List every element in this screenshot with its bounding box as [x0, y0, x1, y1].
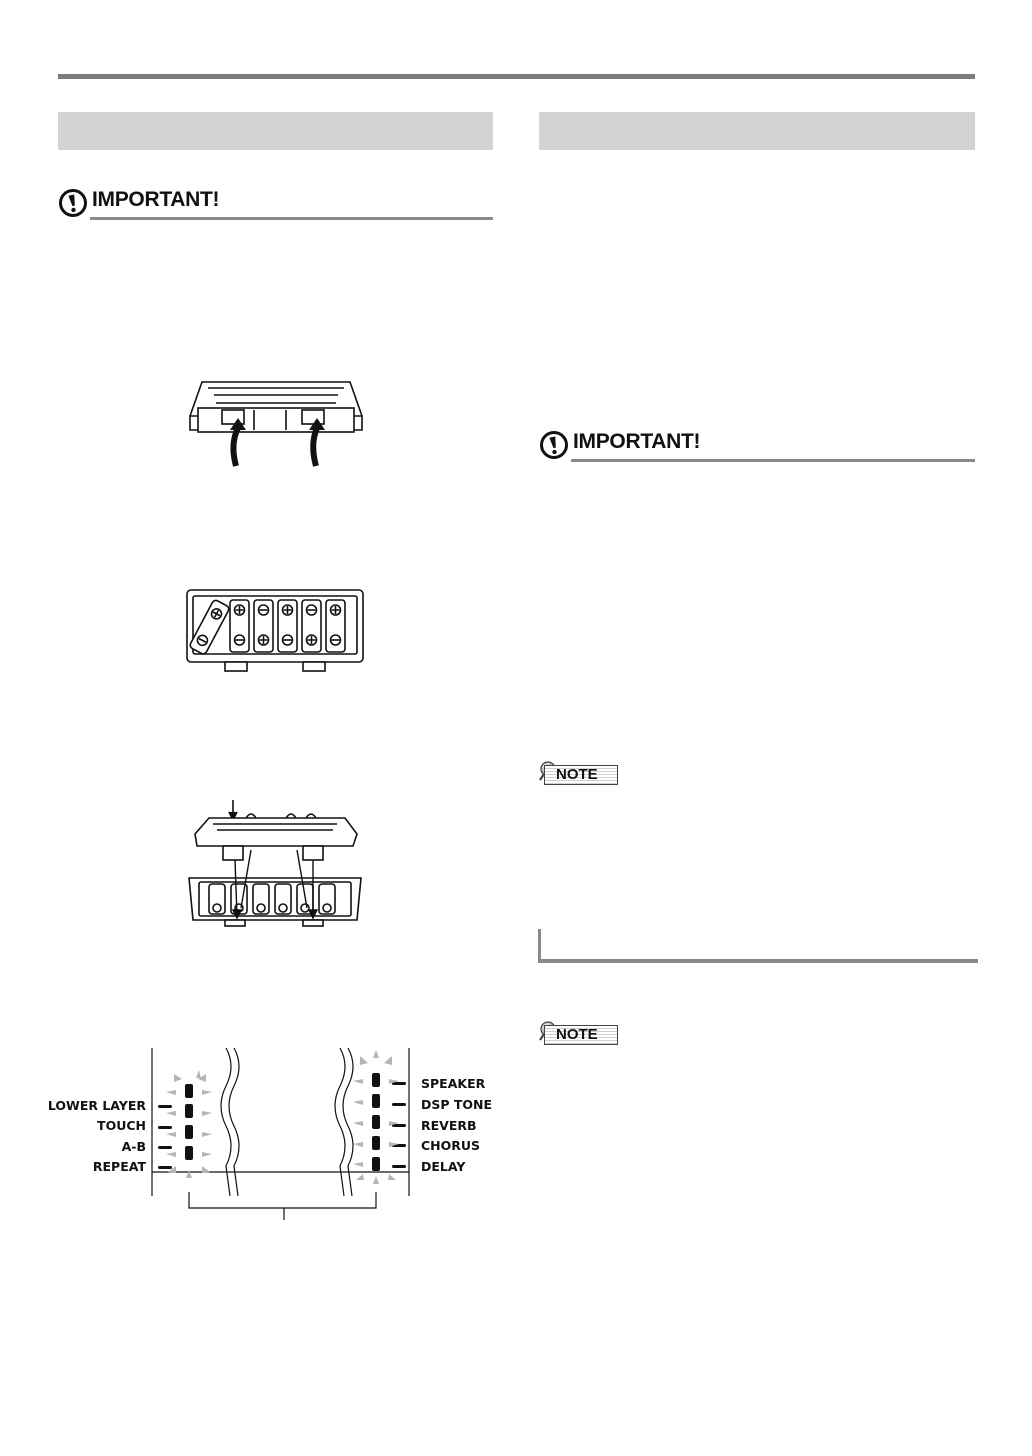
- indicator-label-reverb: REVERB: [421, 1118, 477, 1133]
- indicator-label-speaker: SPEAKER: [421, 1076, 486, 1091]
- indicator-label-repeat: REPEAT: [92, 1159, 146, 1174]
- battery-cover-open-illustration: [186, 378, 366, 468]
- battery-cover-close-illustration: [185, 796, 365, 928]
- note-label: NOTE: [556, 1026, 598, 1043]
- indicator-label-dsp-tone: DSP TONE: [421, 1097, 493, 1112]
- note-box-1: [538, 760, 616, 784]
- sub-heading-bracket: [538, 929, 978, 963]
- indicator-label-delay: DELAY: [421, 1159, 466, 1174]
- note-label: NOTE: [556, 766, 598, 783]
- indicator-label-a-b: A-B: [121, 1139, 146, 1154]
- indicator-label-chorus: CHORUS: [421, 1138, 481, 1153]
- right-section-heading-bar: [539, 112, 975, 150]
- exclamation-circle-icon: [539, 430, 569, 460]
- exclamation-circle-icon: [58, 188, 88, 218]
- indicator-panel-drawing: [58, 1046, 493, 1226]
- important-label: IMPORTANT!: [92, 188, 220, 211]
- important-header-right: [539, 428, 975, 462]
- important-rule: [571, 459, 975, 462]
- page-top-rule: [58, 74, 975, 79]
- indicator-label-lower-layer: LOWER LAYER: [47, 1098, 146, 1113]
- important-label: IMPORTANT!: [573, 430, 701, 453]
- indicator-panel-illustration: [47, 1046, 493, 1226]
- note-box-2: [538, 1020, 616, 1044]
- battery-compartment-illustration: [185, 588, 365, 674]
- important-header-left: [58, 186, 493, 220]
- left-section-heading-bar: [58, 112, 493, 150]
- indicator-label-touch: TOUCH: [97, 1118, 146, 1133]
- important-rule: [90, 217, 493, 220]
